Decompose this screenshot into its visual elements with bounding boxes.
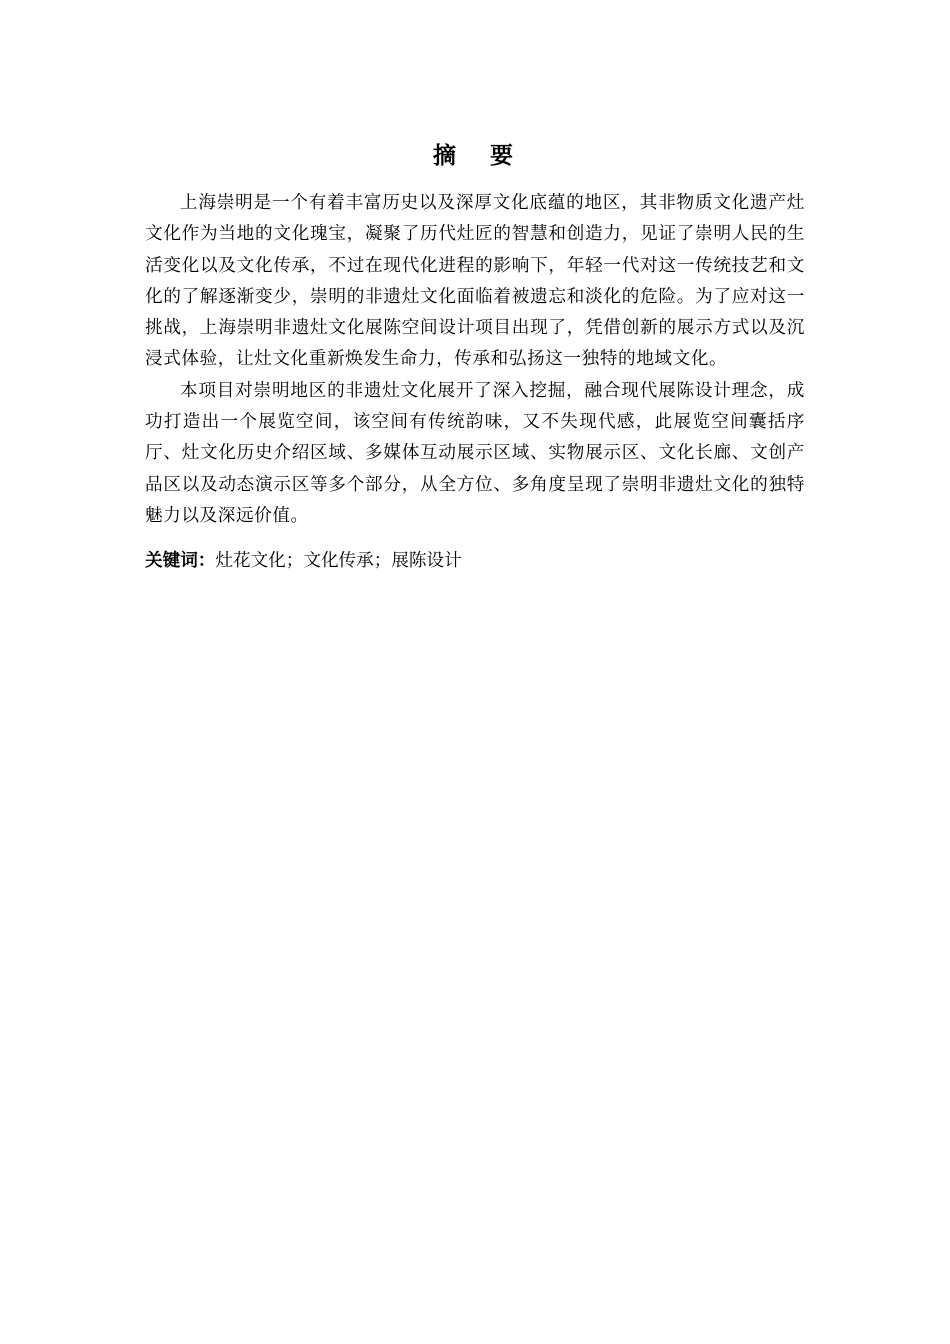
keywords-line xyxy=(145,546,805,577)
title-char-1: 摘 xyxy=(433,143,460,169)
keywords-text: 灶花文化；文化传承；展陈设计 xyxy=(215,551,462,572)
abstract-title xyxy=(145,138,805,174)
abstract-paragraph-1: 上海崇明是一个有着丰富历史以及深厚文化底蕴的地区，其非物质文化遗产灶文化作为当地的文化瑰宝，凝聚了历代灶匠的智慧和创造力，见证了崇明人民的生活变化以及文化传承，不过在现代化进程的影响下，年轻一代对这一传统技艺和文化的了解逐渐变少，崇明的非遗灶文化面临着被遗忘和淡化的危险。为了应对这一挑战，上海崇明非遗灶文化展陈空间设计项目出现了，凭借创新的展示方式以及沉浸式体验，让灶文化重新焕发生命力，传承和弘扬这一独特的地域文化。 xyxy=(145,193,805,370)
abstract-paragraph-2: 本项目对崇明地区的非遗灶文化展开了深入挖掘，融合现代展陈设计理念，成功打造出一个展览空间，该空间有传统韵味，又不失现代感，此展览空间囊括序厅、灶文化历史介绍区域、多媒体互动展示区域、实物展示区、文化长廊、文创产品区以及动态演示区等多个部分，从全方位、多角度呈现了崇明非遗灶文化的独特魅力以及深远价值。 xyxy=(145,380,805,526)
abstract-page xyxy=(145,138,805,577)
keywords-label: 关键词： xyxy=(145,551,216,572)
title-char-2: 要 xyxy=(490,143,517,169)
